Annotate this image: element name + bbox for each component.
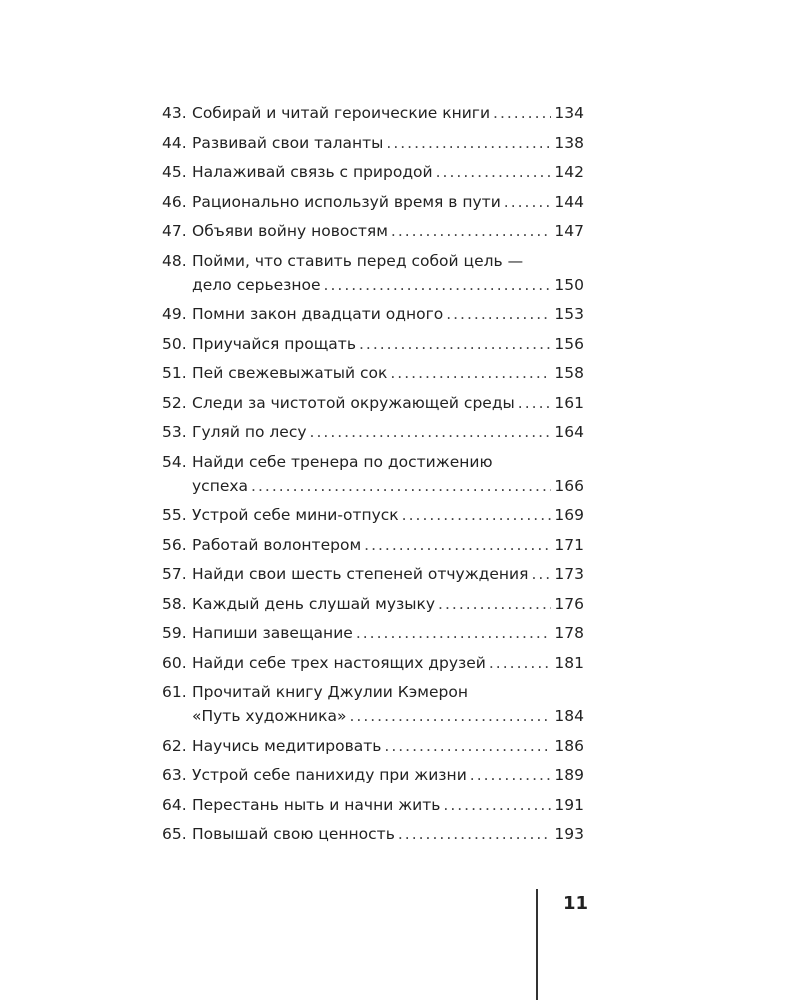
- toc-entry: [162, 621, 584, 645]
- toc-entry-page: 156: [554, 334, 584, 353]
- toc-entry-page: 184: [554, 707, 584, 725]
- toc-entry-page: 164: [554, 423, 584, 441]
- dot-leader: [489, 651, 552, 675]
- toc-entry-number: 65.: [162, 825, 187, 843]
- toc-entry-title: Найди себе трех настоящих друзей: [192, 653, 486, 672]
- toc-entry: [162, 592, 584, 616]
- dot-leader: [436, 160, 552, 184]
- toc-entry-title: Научись медитировать: [192, 736, 382, 755]
- dot-leader: [349, 704, 551, 728]
- dot-leader: [391, 219, 552, 243]
- dot-leader: [438, 592, 551, 616]
- toc-entry-page: 173: [554, 565, 584, 583]
- dot-leader: [310, 420, 552, 444]
- dot-leader: [386, 131, 551, 155]
- toc-entry-title: дело серьезное: [192, 275, 321, 294]
- dot-leader: [390, 361, 551, 385]
- toc-entry-number: 58.: [162, 594, 187, 613]
- dot-leader: [470, 763, 552, 787]
- toc-entry-page: 186: [554, 736, 584, 755]
- toc-entry: [162, 822, 584, 846]
- toc-entry-page: 193: [554, 825, 584, 843]
- toc-entry-number: 54.: [162, 452, 187, 471]
- toc-entry-page: 134: [554, 104, 584, 122]
- toc-entry-number: 64.: [162, 795, 187, 814]
- toc-entry-title: Развивай свои таланты: [192, 133, 384, 152]
- toc-entry-page: 161: [554, 393, 584, 412]
- dot-leader: [518, 391, 552, 415]
- toc-entry: [162, 562, 584, 586]
- toc-entry-number: 51.: [162, 364, 187, 382]
- toc-entry-number: 56.: [162, 535, 187, 554]
- toc-entry-number: 55.: [162, 506, 187, 524]
- toc-entry-title: Рационально используй время в пути: [192, 192, 501, 211]
- toc-entry: [162, 160, 584, 184]
- toc-entry-page: 191: [554, 795, 584, 814]
- toc-entry-page: 150: [554, 275, 584, 294]
- toc-entry-page: 181: [554, 653, 584, 672]
- toc-entry-title: Пойми, что ставить перед собой цель —: [192, 251, 524, 270]
- toc-entry-title: Каждый день слушай музыку: [192, 594, 436, 613]
- toc-entry: [162, 450, 584, 498]
- toc-entry-title: Объяви войну новостям: [192, 222, 388, 240]
- toc-entry-page: 142: [554, 163, 584, 181]
- toc-entry-number: 57.: [162, 565, 187, 583]
- toc-entry-number: 49.: [162, 305, 187, 323]
- toc-entry: [162, 190, 584, 214]
- toc-entry-page: 171: [554, 535, 584, 554]
- toc-entry-title: Устрой себе мини-отпуск: [192, 506, 399, 524]
- toc-entry-page: 176: [554, 594, 584, 613]
- toc-entry: [162, 503, 584, 527]
- toc-entry-page: 178: [554, 624, 584, 642]
- toc-entry: [162, 219, 584, 243]
- dot-leader: [251, 474, 551, 498]
- toc-entry: [162, 332, 584, 356]
- toc-entry-page: 138: [554, 133, 584, 152]
- toc-entry-number: 52.: [162, 393, 187, 412]
- toc-entry-page: 166: [554, 476, 584, 495]
- toc-entry-page: 153: [554, 305, 584, 323]
- toc-entry-title: Устрой себе панихиду при жизни: [192, 766, 467, 784]
- folio-rule: [536, 889, 538, 1000]
- dot-leader: [446, 302, 551, 326]
- dot-leader: [359, 332, 551, 356]
- toc-entry-title: Найди себе тренера по достижению: [192, 452, 493, 471]
- toc-entry-number: 48.: [162, 251, 187, 270]
- toc-entry-number: 62.: [162, 736, 187, 755]
- toc-entry: [162, 763, 584, 787]
- toc-entry-page: 144: [554, 192, 584, 211]
- toc-entry-title: Перестань ныть и начни жить: [192, 795, 441, 814]
- toc-entry-title: Налаживай связь с природой: [192, 163, 433, 181]
- toc-entry: [162, 651, 584, 675]
- toc-entry-title: Помни закон двадцати одного: [192, 305, 444, 323]
- toc-entry-title: Напиши завещание: [192, 624, 353, 642]
- toc-entry: [162, 793, 584, 817]
- dot-leader: [384, 734, 551, 758]
- toc-entry: [162, 391, 584, 415]
- dot-leader: [531, 562, 551, 586]
- dot-leader: [324, 273, 552, 297]
- toc-entry: [162, 101, 584, 125]
- toc-entry-title: Найди свои шесть степеней отчуждения: [192, 565, 529, 583]
- toc-entry-number: 46.: [162, 192, 187, 211]
- toc-entry-title: Прочитай книгу Джулии Кэмерон: [192, 683, 468, 701]
- toc-entry: [162, 734, 584, 758]
- dot-leader: [493, 101, 551, 125]
- toc-entry-number: 53.: [162, 423, 187, 441]
- toc-entry-title: Следи за чистотой окружающей среды: [192, 393, 515, 412]
- toc-entry-title: «Путь художника»: [192, 707, 347, 725]
- toc-entry-page: 189: [554, 766, 584, 784]
- toc-entry-title: Приучайся прощать: [192, 334, 356, 353]
- toc-entry-page: 169: [554, 506, 584, 524]
- toc-entry: [162, 249, 584, 297]
- dot-leader: [402, 503, 552, 527]
- toc-entry-title: Пей свежевыжатый сок: [192, 364, 388, 382]
- toc-entry: [162, 361, 584, 385]
- toc-entry-number: 47.: [162, 222, 187, 240]
- page-number: 11: [563, 893, 589, 914]
- toc-entry-number: 60.: [162, 653, 187, 672]
- table-of-contents: [162, 101, 584, 852]
- dot-leader: [356, 621, 552, 645]
- toc-entry: [162, 420, 584, 444]
- toc-entry: [162, 680, 584, 728]
- dot-leader: [443, 793, 551, 817]
- toc-entry-number: 59.: [162, 624, 187, 642]
- toc-entry: [162, 131, 584, 155]
- toc-entry-number: 50.: [162, 334, 187, 353]
- toc-entry-title: Повышай свою ценность: [192, 825, 395, 843]
- toc-entry-title: Гуляй по лесу: [192, 423, 307, 441]
- toc-entry-page: 158: [554, 364, 584, 382]
- toc-entry-title: Работай волонтером: [192, 535, 362, 554]
- toc-entry: [162, 302, 584, 326]
- toc-entry-number: 43.: [162, 104, 187, 122]
- toc-entry-title: Собирай и читай героические книги: [192, 104, 491, 122]
- dot-leader: [504, 190, 552, 214]
- dot-leader: [364, 533, 551, 557]
- toc-entry-number: 44.: [162, 133, 187, 152]
- toc-entry-number: 61.: [162, 683, 187, 701]
- toc-entry-number: 45.: [162, 163, 187, 181]
- toc-entry-page: 147: [554, 222, 584, 240]
- toc-entry-title: успеха: [192, 476, 249, 495]
- dot-leader: [398, 822, 552, 846]
- toc-entry: [162, 533, 584, 557]
- toc-entry-number: 63.: [162, 766, 187, 784]
